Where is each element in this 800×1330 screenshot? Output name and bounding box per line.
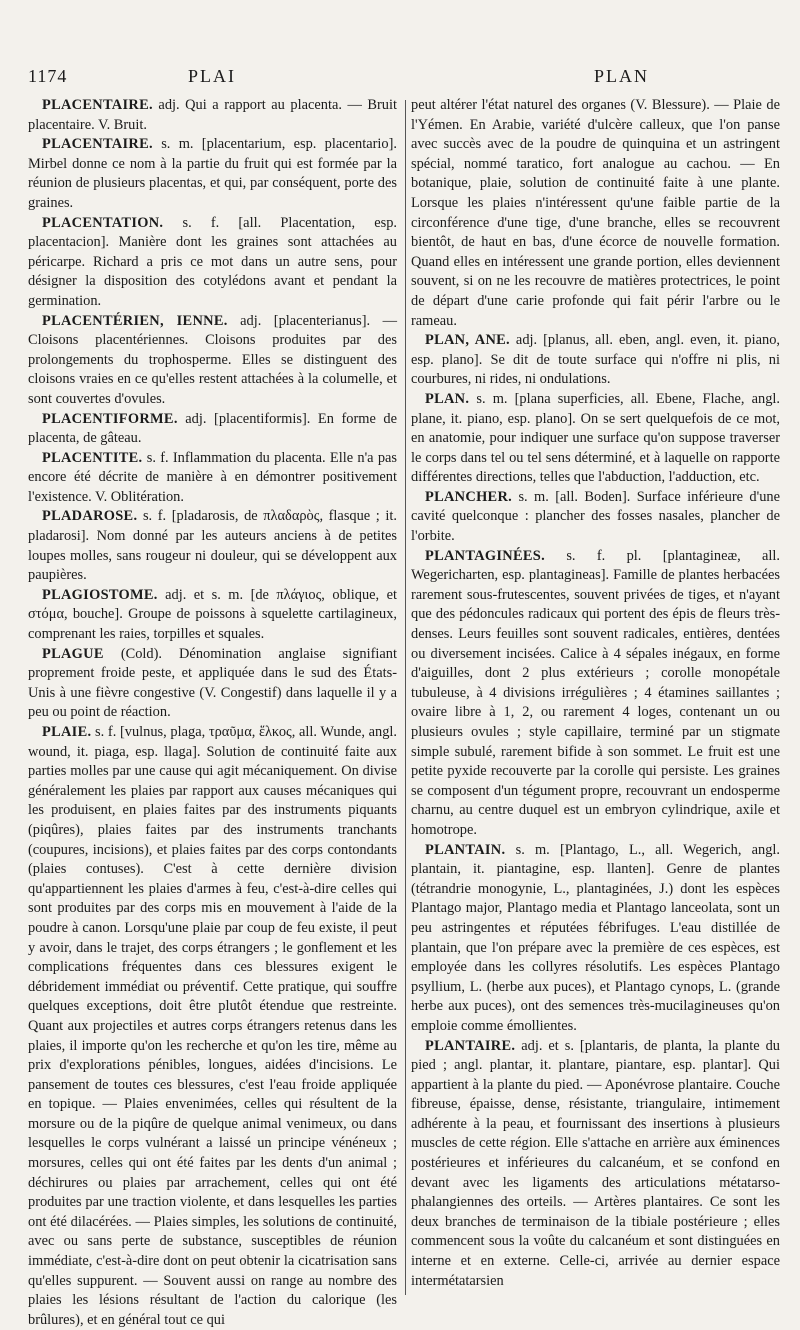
headword: PLAIE. bbox=[42, 724, 92, 740]
entry-placentaire-sm bbox=[28, 135, 397, 213]
running-header bbox=[28, 66, 780, 96]
right-running-head: PLAN bbox=[594, 66, 650, 86]
headword: PLACENTITE. bbox=[42, 449, 143, 466]
headword: PLACENTAIRE. bbox=[42, 136, 153, 153]
right-column bbox=[411, 96, 780, 1330]
headword: PLACENTIFORME. bbox=[42, 410, 178, 427]
page-number: 1174 bbox=[28, 66, 68, 86]
entry-plaie-continued bbox=[411, 96, 780, 331]
definition: peut altérer l'état naturel des organes (V. Blessure). — Plaie de l'Yémen. En Arabie, variété d'ulcère calleux, que l'on panse avec succès avec de la poudre de quinquina et un astringent spécial, nommé taratico, fort analogue au cachou. — En botanique, plaie, solution de continuité faite à une plante. Lorsque les plaies n'intéressent qu'une faible partie de la circonférence d'une tige, d'une branche, elles se recouvrent bientôt, de haut en bas, d'une écorce de nouvelle formation. Quand elles en intéressent une grande portion, elles deviennent souvent, si on ne les recouvre de matières protectrices, le point de départ d'une carie profonde qui fait périr l'arbre ou le rameau. bbox=[411, 97, 780, 329]
definition: adj. et s. [plantaris, de planta, la plante du pied ; angl. plantar, it. plantare, piantare, esp. plantar]. Qui appartient à la plante du pied. — Aponévrose plantaire. Couche fibreuse, épaisse, dense, résistante, triangulaire, intimement adhérente à la peau, et fournissant des insertions à plusieurs muscles de cette région. Elle s'attache en arrière aux éminences postérieures et inférieures du calcanéum, et se confond en devant avec les ligaments des articulations métatarso-phalangiennes des orteils. — Artères plantaires. Ce sont les deux branches de terminaison de la tibiale postérieure ; elles commencent sous la voûte du calcanéum et sont distinguées en interne et en externe. Celle-ci, arrivée au dernier espace intermétatarsien bbox=[411, 1037, 780, 1289]
entry-plantain bbox=[411, 841, 780, 1037]
definition: s. m. [plana superficies, all. Ebene, Flache, angl. plane, it. piano, esp. plano]. On se sert quelquefois de ce mot, en anatomie, pour indiquer une surface qu'on suppose traverser le corps dans tel ou tel sens déterminé, et à laquelle on rapporte différentes directions, telles que l'abduction, l'adduction, etc. bbox=[411, 390, 780, 486]
entry-placentation bbox=[28, 214, 397, 312]
entry-placentiforme bbox=[28, 410, 397, 449]
entry-plagiostome bbox=[28, 586, 397, 645]
left-column bbox=[28, 96, 397, 1330]
headword: PLANTAGINÉES. bbox=[425, 547, 545, 564]
entry-pladarose bbox=[28, 507, 397, 585]
definition: s. m. [Plantago, L., all. Wegerich, angl. plantain, it. piantagine, esp. llanten]. Genre de plantes (tétrandrie monogynie, L., plantaginées, J.) dont les espèces Plantago major, Plantago media et Plantago lanceolata, sont un peu astringentes et réputées fébrifuges. L'eau distillée de plantain, que l'on prépare avec la première de ces espèces, est employée dans les collyres résolutifs. Les espèces Plantago psyllium, L. (herbe aux puces), et Plantago cynops, L. (grande herbe aux puces), ont des semences très-mucilagineuses qu'on emploie comme émollientes. bbox=[411, 841, 780, 1034]
definition: s. m. [placentarium, esp. placentario]. Mirbel donne ce nom à la partie du fruit qui est formée par la réunion de plusieurs placentas, et qui, par conséquent, porte des graines. bbox=[28, 136, 397, 211]
entry-plague bbox=[28, 645, 397, 723]
definition: (Cold). Dénomination anglaise signifiant proprement froide peste, et appliquée dans le sud des États-Unis à une fièvre congestive (V. Congestif) dans laquelle il y a peu ou point de réaction. bbox=[28, 645, 397, 721]
headword: PLAGUE bbox=[42, 645, 104, 662]
definition: s. f. [vulnus, plaga, τραῦμα, ἕλκος, all. Wunde, angl. wound, it. piaga, esp. llaga]. Solution de continuité faite aux parties molles par une cause qui agit mécaniquement. On divise généralement les plaies par rapport aux causes mécaniques qui les produisent, en plaies faites par des instruments piquants (piqûres), plaies faites par des instruments tranchants (coupures, incisions), et plaies faites par des corps contondants (plaies contuses). C'est à cette dernière division qu'appartiennent les plaies d'armes à feu, c'est-à-dire celles qui sont produites par des corps mis en mouvement à l'aide de la poudre à canon. Lorsqu'une plaie par coup de feu existe, il peut y avoir, dans le trajet, des corps étrangers ; le gonflement et les complications fréquentes dans ces blessures exigent le débridement immédiat ou préventif. Cette pratique, qui souffre quelques exceptions, doit être plutôt étendue que restreinte. Quant aux projectiles et autres corps étrangers retenus dans les plaies, il importe qu'on les recherche et qu'on les tire, même au prix d'explorations pénibles, longues, aidées d'incisions. Le pansement de toutes ces blessures, c'est l'eau froide appliquée en topique. — Plaies envenimées, celles qui résultent de la morsure ou de la piqûre de quelque animal venimeux, ou dans lesquelles le corps vulnérant a laissé un principe vénéneux ; morsures, celles qui ont été faites par les dents d'un animal ; déchirures ou plaies par arrachement, celles qui ont été produites par une traction violente, et dans lesquelles les parties ont été dilacérées. — Plaies simples, les solutions de continuité, avec ou sans perte de substance, susceptibles de réunion immédiate, c'est-à-dire dont on peut obtenir la cicatrisation sans qu'elles suppurent. — Souvent aussi on range au nombre des plaies les lésions résultant de l'action du calorique (les brûlures), et en général tout ce qui bbox=[28, 724, 397, 1328]
headword: PLACENTAIRE. bbox=[42, 97, 153, 113]
entry-plantaire bbox=[411, 1037, 780, 1292]
definition: s. f. [pladarosis, de πλαδαρὸς, flasque ; it. pladarosi]. Nom donné par les auteurs anciens à de petites loupes molles, sans rougeur ni douleur, qui se développent aux paupières. bbox=[28, 508, 397, 584]
headword: PLANCHER. bbox=[425, 488, 513, 505]
headword: PLADAROSE. bbox=[42, 508, 138, 525]
entry-plan-sm bbox=[411, 390, 780, 488]
headword: PLACENTÉRIEN, IENNE. bbox=[42, 312, 228, 329]
definition: s. f. [all. Placentation, esp. placentacion]. Manière dont les graines sont attachées au péricarpe. Richard a pris ce mot dans un autre sens, pour désigner la disposition des cotylédons avant et pendant la germination. bbox=[28, 214, 397, 309]
entry-placentaire-adj bbox=[28, 96, 397, 135]
definition: adj. et s. m. [de πλάγιος, oblique, et στόμα, bouche]. Groupe de poissons à squelette cartilagineux, comprenant les raies, torpilles et squales. bbox=[28, 586, 397, 643]
headword: PLANTAIN. bbox=[425, 841, 506, 858]
entry-plantaginees bbox=[411, 547, 780, 841]
entry-placentite bbox=[28, 449, 397, 508]
entry-placenterien bbox=[28, 312, 397, 410]
entry-plancher bbox=[411, 488, 780, 547]
headword: PLAGIOSTOME. bbox=[42, 586, 158, 603]
definition: s. m. [all. Boden]. Surface inférieure d'une cavité quelconque : plancher des fosses nasales, plancher de l'orbite. bbox=[411, 488, 780, 545]
headword: PLAN. bbox=[425, 390, 470, 407]
definition: adj. [planus, all. eben, angl. even, it. piano, esp. plano]. Se dit de toute surface qui n'offre ni plis, ni courbures, ni rides, ni ondulations. bbox=[411, 332, 781, 388]
definition: adj. Qui a rapport au placenta. — Bruit placentaire. V. Bruit. bbox=[28, 97, 397, 133]
left-running-head: PLAI bbox=[188, 66, 236, 86]
definition: s. f. pl. [plantagineæ, all. Wegericharten, esp. plantagineas]. Famille de plantes herbacées rarement sous-frutescentes, souvent privées de tiges, et n'ayant que des pédoncules radicaux qui portent des épis de fleurs très-denses. Leurs feuilles sont souvent radicales, entières, dentées ou diversement incisées. Calice à 4 sépales inégaux, en forme d'aiguilles, dont 2 plus extérieurs ; corolle monopétale tubuleuse, à 4 divisions irrégulières ; 4 étamines saillantes ; ovaire libre à 1, 2, ou rarement 4 loges, contenant un ou plusieurs ovules ; style capillaire, terminé par un stigmate simple subulé, rarement bifide à son sommet. Le fruit est une petite pyxide recouverte par la corolle qui persiste. Les graines se composent d'un tégument propre, recouvrant un endosperme charnu, au centre duquel est un embryon cylindrique, axile et homotrope. bbox=[411, 547, 780, 838]
text-columns bbox=[28, 96, 780, 1330]
entry-plan-adj bbox=[411, 331, 780, 390]
headword: PLAN, ANE. bbox=[425, 332, 510, 349]
entry-plaie bbox=[28, 723, 397, 1330]
definition: s. f. Inflammation du placenta. Elle n'a pas encore été décrite de manière à en démontrer positivement l'existence. V. Oblitération. bbox=[28, 449, 397, 505]
headword: PLACENTATION. bbox=[42, 214, 164, 231]
headword: PLANTAIRE. bbox=[425, 1037, 516, 1054]
definition: adj. [placentiformis]. En forme de placenta, de gâteau. bbox=[28, 410, 397, 447]
definition: adj. [placenterianus]. —Cloisons placentériennes. Cloisons produites par des prolongements du trophosperme. Elles se distinguent des cloisons vraies en ce qu'elles restent attachées à la columelle, et sont couvertes d'ovules. bbox=[28, 312, 397, 407]
